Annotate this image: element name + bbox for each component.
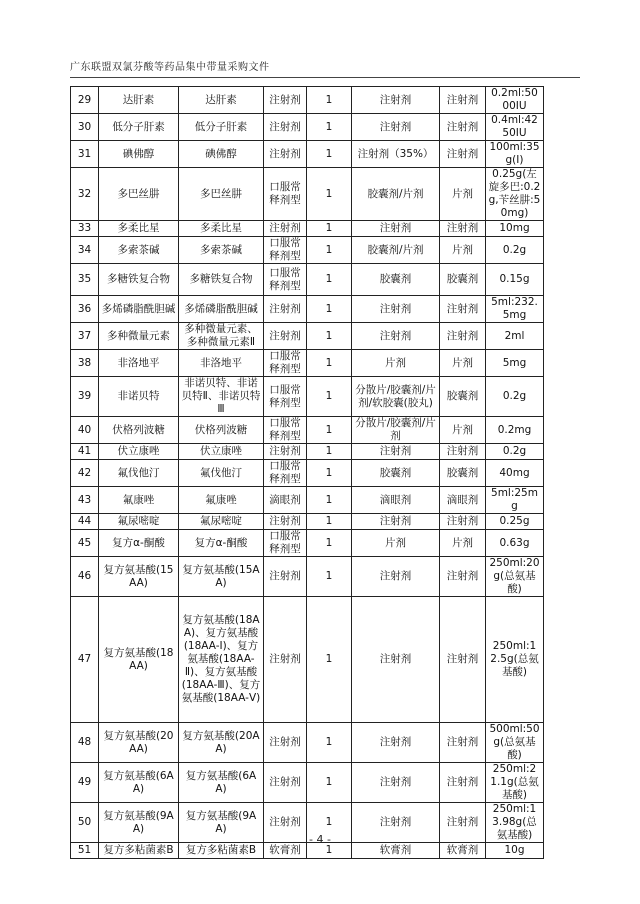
cell-count: 1 (307, 264, 352, 296)
cell-spec: 0.15g (486, 264, 544, 296)
cell-no: 41 (71, 444, 99, 460)
cell-no: 34 (71, 237, 99, 264)
cell-count: 1 (307, 444, 352, 460)
cell-count: 1 (307, 417, 352, 444)
cell-generic: 伏格列波糖 (179, 417, 264, 444)
cell-no: 40 (71, 417, 99, 444)
cell-route: 注射剂 (264, 141, 307, 168)
cell-no: 43 (71, 487, 99, 514)
cell-count: 1 (307, 514, 352, 530)
page-number: - 4 - (309, 833, 331, 846)
cell-dosage: 注射剂 (440, 141, 486, 168)
drug-table (70, 86, 544, 859)
cell-no: 31 (71, 141, 99, 168)
cell-route: 注射剂 (264, 221, 307, 237)
cell-dosage: 片剂 (440, 530, 486, 557)
cell-count: 1 (307, 141, 352, 168)
cell-no: 47 (71, 597, 99, 723)
cell-generic: 氟伐他汀 (179, 460, 264, 487)
cell-generic: 复方氨基酸(18AA)、复方氨基酸(18AA-Ⅰ)、复方氨基酸(18AA-Ⅱ)、复方氨基酸(18AA-Ⅲ)、复方氨基酸(18AA-Ⅴ) (179, 597, 264, 723)
cell-route: 注射剂 (264, 323, 307, 350)
cell-form: 注射剂 (352, 296, 440, 323)
cell-form: 分散片/胶囊剂/片剂/软胶囊(胶丸) (352, 377, 440, 417)
cell-no: 37 (71, 323, 99, 350)
cell-generic: 多种微量元素、多种微量元素Ⅱ (179, 323, 264, 350)
table-row (71, 264, 544, 296)
table-row (71, 87, 544, 114)
table-row (71, 168, 544, 221)
cell-name: 氟尿嘧啶 (99, 514, 179, 530)
cell-count: 1 (307, 114, 352, 141)
table-row (71, 460, 544, 487)
table-row (71, 377, 544, 417)
cell-spec: 0.4ml:4250IU (486, 114, 544, 141)
cell-route: 口服常释剂型 (264, 530, 307, 557)
cell-generic: 复方多粘菌素B (179, 843, 264, 859)
cell-form: 注射剂 (352, 514, 440, 530)
cell-spec: 0.25g(左旋多巴:0.2g,苄丝肼:50mg) (486, 168, 544, 221)
cell-dosage: 注射剂 (440, 323, 486, 350)
table-row (71, 114, 544, 141)
cell-form: 胶囊剂/片剂 (352, 237, 440, 264)
cell-no: 51 (71, 843, 99, 859)
cell-name: 低分子肝素 (99, 114, 179, 141)
cell-count: 1 (307, 843, 352, 859)
table-row (71, 141, 544, 168)
cell-no: 50 (71, 803, 99, 843)
cell-no: 36 (71, 296, 99, 323)
cell-route: 口服常释剂型 (264, 417, 307, 444)
cell-dosage: 注射剂 (440, 557, 486, 597)
cell-count: 1 (307, 296, 352, 323)
table-row (71, 763, 544, 803)
table-row (71, 444, 544, 460)
cell-spec: 250ml:12.5g(总氨基酸) (486, 597, 544, 723)
cell-count: 1 (307, 763, 352, 803)
cell-generic: 多糖铁复合物 (179, 264, 264, 296)
cell-route: 注射剂 (264, 444, 307, 460)
cell-count: 1 (307, 530, 352, 557)
cell-route: 注射剂 (264, 763, 307, 803)
cell-dosage: 注射剂 (440, 444, 486, 460)
cell-form: 注射剂 (352, 444, 440, 460)
cell-name: 多种微量元素 (99, 323, 179, 350)
cell-no: 42 (71, 460, 99, 487)
cell-dosage: 软膏剂 (440, 843, 486, 859)
cell-form: 注射剂（35%） (352, 141, 440, 168)
cell-form: 注射剂 (352, 114, 440, 141)
cell-spec: 0.2ml:5000IU (486, 87, 544, 114)
cell-spec: 250ml:20g(总氨基酸) (486, 557, 544, 597)
cell-count: 1 (307, 350, 352, 377)
cell-no: 46 (71, 557, 99, 597)
cell-spec: 10mg (486, 221, 544, 237)
cell-name: 复方氨基酸(15AA) (99, 557, 179, 597)
cell-generic: 碘佛醇 (179, 141, 264, 168)
cell-no: 29 (71, 87, 99, 114)
cell-no: 48 (71, 723, 99, 763)
cell-route: 口服常释剂型 (264, 237, 307, 264)
cell-dosage: 片剂 (440, 168, 486, 221)
cell-route: 口服常释剂型 (264, 264, 307, 296)
table-row (71, 417, 544, 444)
cell-route: 注射剂 (264, 597, 307, 723)
cell-dosage: 注射剂 (440, 597, 486, 723)
cell-no: 38 (71, 350, 99, 377)
cell-name: 复方α-酮酸 (99, 530, 179, 557)
cell-count: 1 (307, 87, 352, 114)
cell-name: 氟康唑 (99, 487, 179, 514)
cell-route: 滴眼剂 (264, 487, 307, 514)
cell-form: 胶囊剂 (352, 460, 440, 487)
cell-dosage: 滴眼剂 (440, 487, 486, 514)
cell-name: 多柔比星 (99, 221, 179, 237)
cell-count: 1 (307, 460, 352, 487)
cell-dosage: 胶囊剂 (440, 460, 486, 487)
cell-name: 氟伐他汀 (99, 460, 179, 487)
cell-generic: 多索茶碱 (179, 237, 264, 264)
table-row (71, 597, 544, 723)
cell-form: 分散片/胶囊剂/片剂 (352, 417, 440, 444)
cell-dosage: 注射剂 (440, 803, 486, 843)
table-row (71, 350, 544, 377)
cell-route: 注射剂 (264, 557, 307, 597)
cell-no: 35 (71, 264, 99, 296)
cell-count: 1 (307, 168, 352, 221)
cell-dosage: 片剂 (440, 417, 486, 444)
cell-name: 复方氨基酸(9AA) (99, 803, 179, 843)
cell-spec: 0.2g (486, 444, 544, 460)
cell-spec: 0.2mg (486, 417, 544, 444)
cell-spec: 0.2g (486, 377, 544, 417)
cell-no: 45 (71, 530, 99, 557)
cell-form: 胶囊剂/片剂 (352, 168, 440, 221)
cell-count: 1 (307, 487, 352, 514)
table-row (71, 323, 544, 350)
cell-form: 胶囊剂 (352, 264, 440, 296)
cell-name: 多糖铁复合物 (99, 264, 179, 296)
cell-form: 注射剂 (352, 763, 440, 803)
cell-name: 多巴丝肼 (99, 168, 179, 221)
cell-spec: 10g (486, 843, 544, 859)
cell-count: 1 (307, 557, 352, 597)
cell-spec: 100ml:35g(I) (486, 141, 544, 168)
cell-generic: 达肝素 (179, 87, 264, 114)
cell-dosage: 注射剂 (440, 514, 486, 530)
page-header: 广东联盟双氯芬酸等药品集中带量采购文件 (70, 58, 580, 78)
cell-route: 口服常释剂型 (264, 377, 307, 417)
cell-dosage: 胶囊剂 (440, 377, 486, 417)
cell-no: 39 (71, 377, 99, 417)
cell-name: 达肝素 (99, 87, 179, 114)
table-row (71, 296, 544, 323)
cell-route: 注射剂 (264, 514, 307, 530)
cell-name: 非诺贝特 (99, 377, 179, 417)
cell-generic: 复方氨基酸(15AA) (179, 557, 264, 597)
cell-spec: 40mg (486, 460, 544, 487)
table-row (71, 487, 544, 514)
cell-dosage: 注射剂 (440, 723, 486, 763)
cell-no: 44 (71, 514, 99, 530)
cell-spec: 0.63g (486, 530, 544, 557)
cell-route: 口服常释剂型 (264, 350, 307, 377)
cell-no: 30 (71, 114, 99, 141)
table-row (71, 723, 544, 763)
table-body (71, 87, 544, 859)
cell-name: 复方多粘菌素B (99, 843, 179, 859)
cell-generic: 多柔比星 (179, 221, 264, 237)
cell-form: 滴眼剂 (352, 487, 440, 514)
cell-spec: 5ml:25mg (486, 487, 544, 514)
cell-route: 注射剂 (264, 803, 307, 843)
cell-form: 软膏剂 (352, 843, 440, 859)
cell-name: 多索茶碱 (99, 237, 179, 264)
cell-route: 注射剂 (264, 723, 307, 763)
cell-generic: 多巴丝肼 (179, 168, 264, 221)
cell-name: 伏格列波糖 (99, 417, 179, 444)
cell-spec: 0.25g (486, 514, 544, 530)
cell-generic: 非诺贝特、非诺贝特Ⅱ、非诺贝特Ⅲ (179, 377, 264, 417)
cell-count: 1 (307, 323, 352, 350)
cell-spec: 2ml (486, 323, 544, 350)
cell-spec: 5ml:232.5mg (486, 296, 544, 323)
cell-no: 32 (71, 168, 99, 221)
cell-name: 非洛地平 (99, 350, 179, 377)
cell-count: 1 (307, 377, 352, 417)
cell-route: 软膏剂 (264, 843, 307, 859)
cell-dosage: 注射剂 (440, 87, 486, 114)
cell-spec: 5mg (486, 350, 544, 377)
cell-form: 注射剂 (352, 323, 440, 350)
cell-form: 注射剂 (352, 597, 440, 723)
cell-count: 1 (307, 221, 352, 237)
cell-form: 注射剂 (352, 221, 440, 237)
cell-count: 1 (307, 803, 352, 843)
cell-spec: 500ml:50g(总氨基酸) (486, 723, 544, 763)
cell-form: 注射剂 (352, 803, 440, 843)
cell-name: 复方氨基酸(18AA) (99, 597, 179, 723)
cell-spec: 0.2g (486, 237, 544, 264)
cell-generic: 复方氨基酸(6AA) (179, 763, 264, 803)
cell-name: 复方氨基酸(6AA) (99, 763, 179, 803)
cell-generic: 氟康唑 (179, 487, 264, 514)
table-row (71, 221, 544, 237)
cell-route: 口服常释剂型 (264, 460, 307, 487)
cell-dosage: 胶囊剂 (440, 264, 486, 296)
table-row (71, 237, 544, 264)
cell-count: 1 (307, 723, 352, 763)
cell-name: 碘佛醇 (99, 141, 179, 168)
cell-route: 注射剂 (264, 296, 307, 323)
table-row (71, 557, 544, 597)
table-row (71, 530, 544, 557)
cell-count: 1 (307, 597, 352, 723)
cell-dosage: 片剂 (440, 237, 486, 264)
cell-no: 33 (71, 221, 99, 237)
cell-generic: 复方α-酮酸 (179, 530, 264, 557)
cell-generic: 氟尿嘧啶 (179, 514, 264, 530)
cell-name: 多烯磷脂酰胆碱 (99, 296, 179, 323)
cell-generic: 复方氨基酸(20AA) (179, 723, 264, 763)
cell-route: 口服常释剂型 (264, 168, 307, 221)
cell-generic: 多烯磷脂酰胆碱 (179, 296, 264, 323)
cell-generic: 低分子肝素 (179, 114, 264, 141)
cell-generic: 伏立康唑 (179, 444, 264, 460)
cell-route: 注射剂 (264, 114, 307, 141)
cell-dosage: 注射剂 (440, 221, 486, 237)
cell-dosage: 注射剂 (440, 296, 486, 323)
cell-form: 片剂 (352, 530, 440, 557)
cell-dosage: 片剂 (440, 350, 486, 377)
cell-form: 注射剂 (352, 557, 440, 597)
cell-spec: 250ml:13.98g(总氨基酸) (486, 803, 544, 843)
cell-count: 1 (307, 237, 352, 264)
cell-form: 片剂 (352, 350, 440, 377)
cell-route: 注射剂 (264, 87, 307, 114)
cell-dosage: 注射剂 (440, 763, 486, 803)
cell-form: 注射剂 (352, 87, 440, 114)
cell-no: 49 (71, 763, 99, 803)
cell-name: 复方氨基酸(20AA) (99, 723, 179, 763)
cell-dosage: 注射剂 (440, 114, 486, 141)
table-row (71, 514, 544, 530)
cell-form: 注射剂 (352, 723, 440, 763)
cell-name: 伏立康唑 (99, 444, 179, 460)
cell-generic: 非洛地平 (179, 350, 264, 377)
cell-generic: 复方氨基酸(9AA) (179, 803, 264, 843)
cell-spec: 250ml:21.1g(总氨基酸) (486, 763, 544, 803)
